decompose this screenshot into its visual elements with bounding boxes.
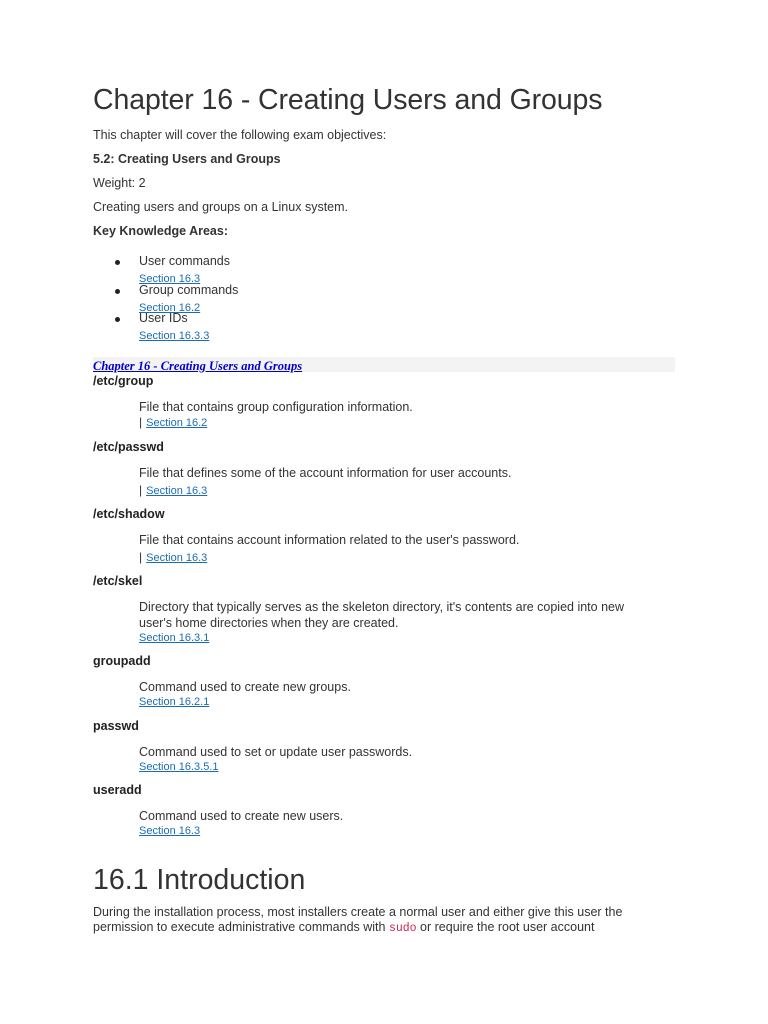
definition-text: Command used to set or update user passwords. (139, 745, 413, 759)
section-link[interactable]: Section 16.2.1 (139, 696, 210, 708)
key-area-label: Group commands (139, 282, 239, 297)
list-item (93, 311, 238, 340)
glossary-definition (139, 808, 675, 838)
separator: | (139, 483, 143, 497)
glossary-term: groupadd (93, 654, 151, 668)
bullet-icon (115, 289, 120, 294)
glossary-definition (139, 465, 675, 498)
definition-reference (139, 760, 675, 774)
definition-reference (139, 415, 675, 430)
glossary-term: /etc/shadow (93, 507, 165, 521)
glossary-chapter-bar (93, 357, 675, 372)
definition-reference (139, 824, 675, 838)
section-paragraph (93, 905, 675, 936)
paragraph-text: or require the root user account (416, 920, 595, 934)
weight-text: Weight: 2 (93, 176, 146, 190)
glossary-definition (139, 399, 675, 430)
bullet-icon (115, 317, 120, 322)
glossary-definition (139, 744, 675, 774)
definition-reference (139, 631, 675, 645)
key-areas-list (93, 254, 238, 340)
glossary-term: passwd (93, 719, 139, 733)
key-areas-heading: Key Knowledge Areas: (93, 224, 228, 238)
paragraph-text: permission to execute administrative commands with (93, 920, 389, 934)
section-link[interactable]: Section 16.3 (139, 825, 201, 837)
list-item (93, 254, 238, 283)
inline-code: sudo (388, 922, 417, 935)
definition-text: File that contains group configuration information. (139, 400, 413, 414)
section-link[interactable]: Section 16.3.1 (139, 632, 210, 644)
section-link[interactable]: Section 16.3 (146, 552, 208, 564)
separator: | (139, 550, 143, 564)
chapter-toc-link[interactable]: Chapter 16 - Creating Users and Groups (93, 359, 303, 373)
key-area-label: User commands (139, 254, 230, 268)
paragraph-line2 (93, 920, 675, 936)
definition-text-line1: Directory that typically serves as the skeleton directory, it's contents are copied into new (139, 600, 625, 614)
glossary-definition (139, 532, 675, 565)
objective-heading: 5.2: Creating Users and Groups (93, 152, 281, 166)
definition-text: Command used to create new groups. (139, 680, 351, 694)
definition-reference (139, 695, 675, 709)
glossary-term: /etc/passwd (93, 440, 164, 454)
definition-text: File that defines some of the account information for user accounts. (139, 466, 512, 480)
glossary-definition (139, 599, 675, 645)
section-link[interactable]: Section 16.2 (139, 301, 201, 314)
definition-reference (139, 483, 675, 498)
glossary-term: /etc/skel (93, 574, 143, 588)
separator: | (139, 415, 143, 429)
glossary-term: /etc/group (93, 374, 154, 388)
glossary-definition (139, 679, 675, 709)
section-link[interactable]: Section 16.3 (139, 273, 201, 285)
section-link[interactable]: Section 16.2 (146, 417, 208, 429)
key-area-label: User IDs (139, 311, 188, 325)
paragraph-line1: During the installation process, most installers create a normal user and either give this user the (93, 905, 623, 919)
bullet-icon (115, 260, 120, 265)
section-link[interactable]: Section 16.3 (146, 485, 208, 497)
glossary-term: useradd (93, 783, 142, 797)
list-item (93, 283, 238, 312)
section-link[interactable]: Section 16.3.5.1 (139, 761, 219, 773)
definition-reference (139, 550, 675, 565)
section-link[interactable]: Section 16.3.3 (139, 330, 210, 342)
section-title: 16.1 Introduction (93, 864, 306, 896)
objective-description: Creating users and groups on a Linux system. (93, 200, 348, 214)
definition-text-line2: user's home directories when they are created. (139, 616, 399, 630)
chapter-title: Chapter 16 - Creating Users and Groups (93, 84, 603, 116)
definition-text: Command used to create new users. (139, 809, 344, 823)
chapter-intro: This chapter will cover the following exam objectives: (93, 128, 387, 142)
definition-text: File that contains account information related to the user's password. (139, 533, 520, 547)
